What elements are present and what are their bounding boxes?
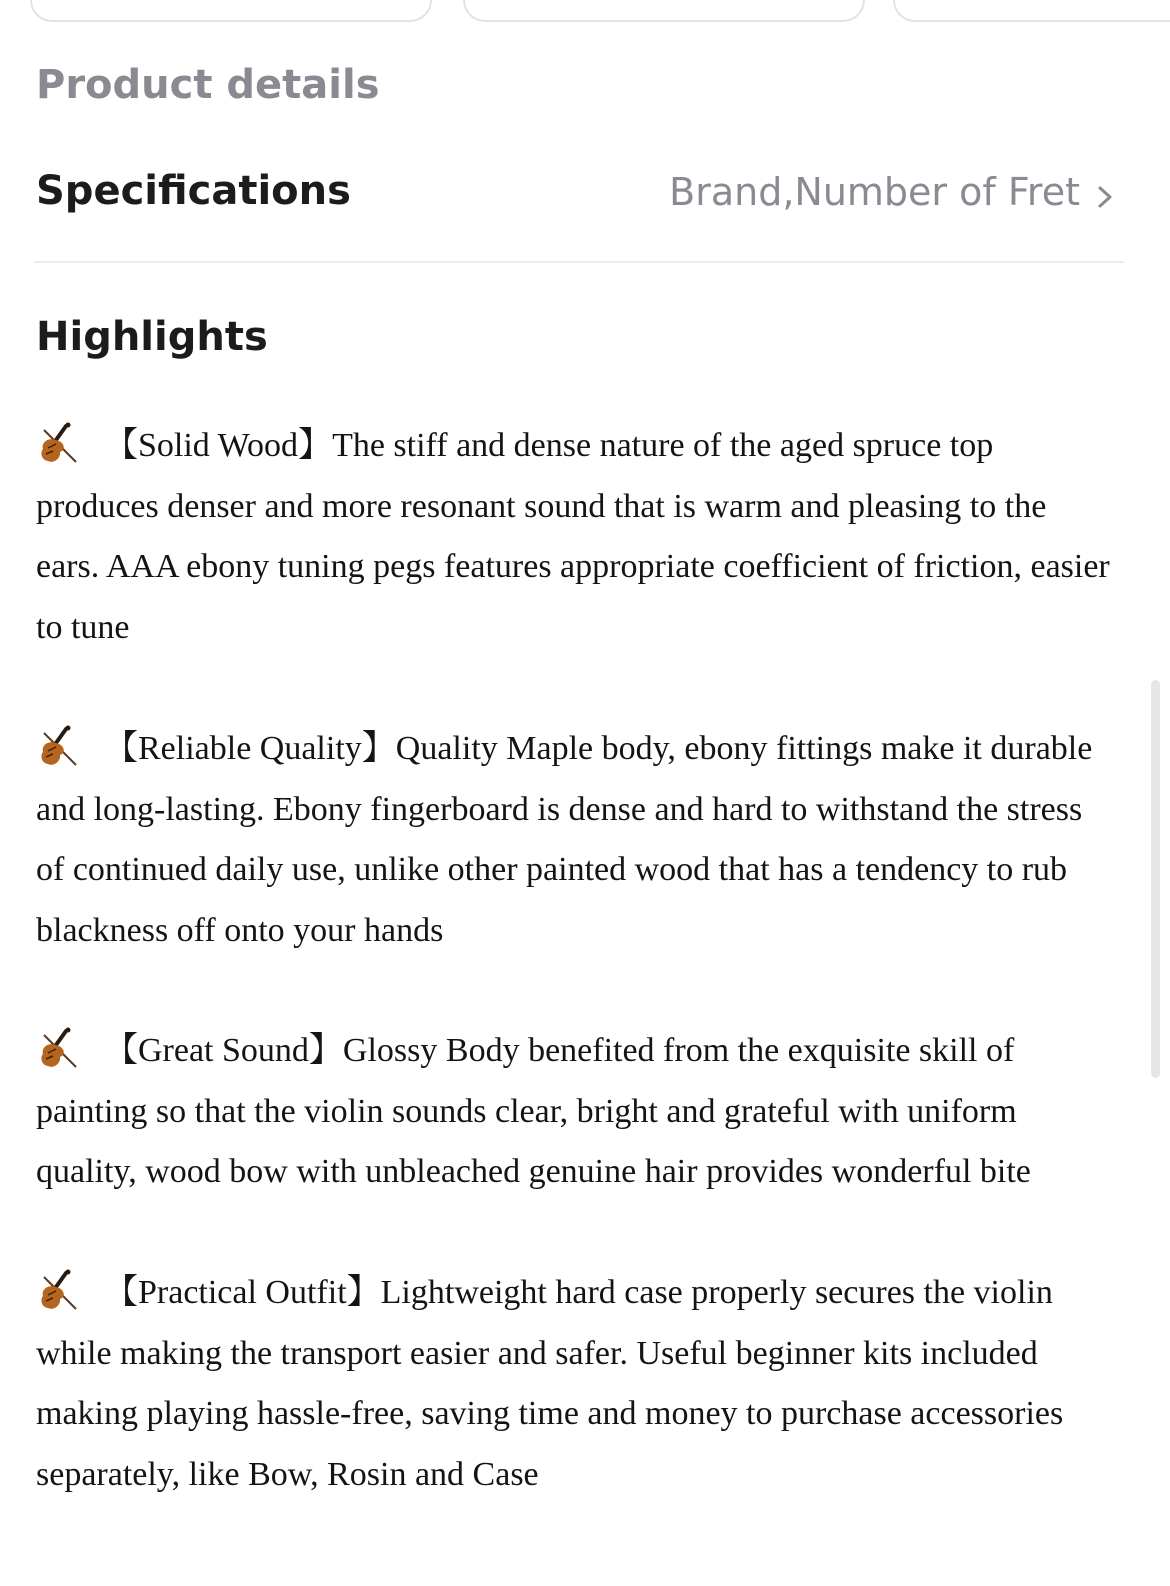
top-card[interactable] (893, 0, 1170, 22)
top-card[interactable] (463, 0, 865, 22)
highlight-item (36, 719, 1116, 961)
violin-icon (36, 1267, 82, 1313)
violin-icon (36, 420, 82, 466)
highlight-label: 【Practical Outfit】 (104, 1274, 381, 1311)
highlight-label: 【Solid Wood】 (104, 427, 333, 464)
violin-icon (36, 723, 82, 769)
chevron-right-icon (1092, 182, 1118, 212)
scrollbar[interactable] (1151, 680, 1160, 1078)
highlight-item (36, 416, 1116, 658)
highlight-label: 【Great Sound】 (104, 1032, 343, 1069)
top-card[interactable] (30, 0, 432, 22)
highlight-label: 【Reliable Quality】 (104, 730, 396, 767)
highlight-text: Lightweight hard case properly secures the violin while making the transport easier and safer. Useful beginner kits included making playing hassle-free, saving time and money to purchase accessories separately, like Bow, Rosin and Case (36, 1274, 1064, 1493)
specifications-row[interactable] (0, 160, 1170, 232)
specifications-summary: Brand,Number of Fret (669, 170, 1080, 214)
violin-icon (36, 1025, 82, 1071)
highlights-heading: Highlights (36, 314, 268, 360)
top-card-row (0, 0, 1170, 24)
divider (34, 261, 1124, 263)
highlight-text: Glossy Body benefited from the exquisite skill of painting so that the violin sounds clear, bright and grateful with uniform quality, wood bow with unbleached genuine hair provides wonderful bite (36, 1032, 1031, 1190)
highlight-text: Quality Maple body, ebony fittings make it durable and long-lasting. Ebony fingerboard is dense and hard to withstand the stress of continued daily use, unlike other painted wood that has a tendency to rub blackness off onto your hands (36, 730, 1093, 949)
highlight-text: The stiff and dense nature of the aged spruce top produces denser and more resonant sound that is warm and pleasing to the ears. AAA ebony tuning pegs features appropriate coefficient of friction, easier to tune (36, 427, 1110, 646)
specifications-title: Specifications (36, 168, 351, 214)
highlight-item (36, 1021, 1116, 1203)
highlight-item (36, 1263, 1116, 1505)
product-details-heading: Product details (36, 62, 380, 108)
